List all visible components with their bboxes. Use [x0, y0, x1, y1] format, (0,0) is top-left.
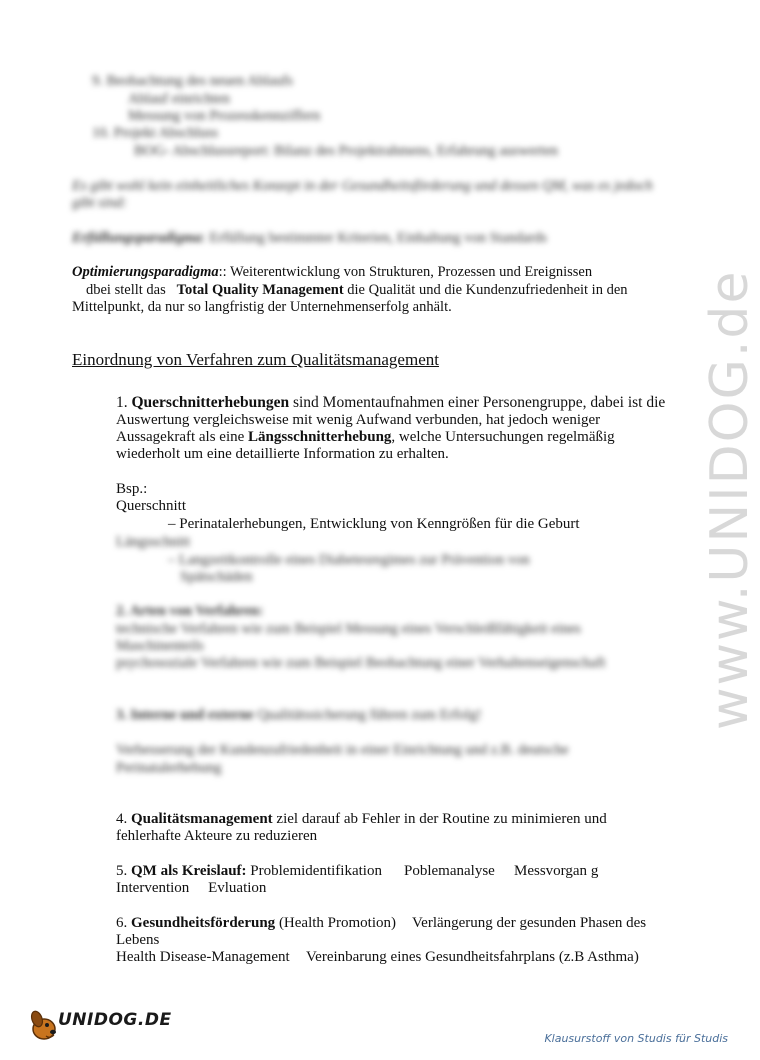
term: 3. Interne und externe — [116, 707, 254, 723]
section-heading: Einordnung von Verfahren zum Qualitätsmanagement — [72, 350, 439, 369]
list-subitem: Ablauf einrichten — [128, 91, 230, 107]
term: Optimierungsparadigma — [72, 264, 219, 280]
text: g — [590, 863, 599, 879]
optimierung-line-1 — [72, 263, 592, 281]
text: P — [404, 863, 413, 879]
logo-text: UNIDOG.DE — [58, 1010, 172, 1030]
erfuellung-paragraph — [72, 229, 547, 247]
text: oblemanalyse — [412, 863, 495, 879]
section1-line-3 — [116, 428, 615, 446]
term: Querschnitterhebungen — [131, 394, 290, 411]
section2-line: technische Verfahren wie zum Beispiel Messung eines Verschleißfähigkeit eines — [116, 621, 581, 637]
example-label: Bsp.: — [116, 481, 148, 497]
section6-line-1b: Verlängerung der gesunden Phasen des — [412, 915, 647, 931]
list-item-10: 10. Projekt Abschluss — [92, 125, 219, 141]
section5-step — [404, 862, 495, 880]
text: die Qualität und die Kundenzufriedenheit in den — [343, 282, 628, 298]
section3-line: Verbesserung der Kundenzufriedenheit in einer Einrichtung und z.B. deutsche — [116, 742, 569, 758]
optimierung-line-3: Mittelpunkt, da nur so langfristig der Unternehmenserfolg anhält. — [72, 299, 452, 315]
text: Ev — [208, 880, 225, 896]
section5-line-2 — [116, 879, 266, 897]
watermark: www.UNIDOG.de — [700, 269, 760, 730]
footer-tagline: Klausurstoff von Studis für Studis — [544, 1032, 728, 1045]
text: Aussagekraft als eine — [116, 429, 249, 445]
section5-line-1 — [116, 862, 382, 880]
example-laengsschnitt: Längsschnitt — [116, 534, 191, 550]
section6-line-2: Lebens — [116, 932, 160, 948]
text: ziel darauf ab Fehler in der Routine zu minimieren und — [272, 811, 607, 827]
text: Intervention — [116, 880, 190, 896]
term: QM als Kreislauf: — [131, 863, 247, 879]
section2-line: Maschinenteils — [116, 638, 204, 654]
text: uation — [228, 880, 267, 896]
text: : Erfüllung bestimmter Kriterien, Einhaltung von Standards — [201, 230, 547, 246]
term: Längsschnitterhebung — [248, 429, 392, 445]
example-querschnitt-detail: – Perinatalerhebungen, Entwicklung von Kenngrößen für die Geburt — [168, 516, 580, 532]
text: essvorgan — [527, 863, 588, 879]
section1-line-2: Auswertung vergleichsweise mit wenig Aufwand verbunden, hat jedoch weniger — [116, 412, 601, 428]
text: d — [86, 282, 94, 298]
section6-line-3a: Health Disease-Management — [116, 949, 290, 965]
term: Gesundheitsförderung — [131, 915, 276, 931]
example-querschnitt: Querschnitt — [116, 498, 186, 514]
section2-title: 2. Arten von Verfahren: — [116, 603, 264, 619]
section4-line-1 — [116, 810, 607, 828]
list-subitem: Messung von Prozesskennziffern — [128, 108, 321, 124]
text: 5. — [116, 863, 131, 879]
text: :: Weiterentwicklung von Strukturen, Prozessen und Ereignissen — [218, 264, 593, 280]
text: M — [514, 863, 528, 879]
text: Qualitätssicherung führen zum Erfolg! — [253, 707, 482, 723]
term: Qualitätsmanagement — [131, 811, 273, 827]
section5-step — [514, 862, 598, 880]
term: Erfüllungsparadigma — [72, 230, 202, 246]
text: sind Momentaufnahmen einer Personengruppe, dabei ist die — [289, 394, 666, 411]
section2-line: psychosoziale Verfahren wie zum Beispiel Beobachtung einer Verhaltenseigenschaft — [116, 655, 606, 671]
text: 4. — [116, 811, 131, 827]
dog-icon — [30, 1010, 56, 1039]
section1-line-4: wiederholt um eine detaillierte Information zu erhalten. — [116, 446, 449, 462]
section1-line-1 — [116, 394, 665, 412]
intro-note: Es gibt wohl kein einheitliches Konzept in der Gesundheitsförderung und dessen QM, was es jedoch — [72, 178, 653, 194]
section3-title — [116, 706, 482, 724]
intro-note: gibt sind: — [72, 195, 128, 211]
text: 1. — [116, 394, 132, 411]
list-subitem: BOG- Abschlussreport: Bilanz des Projektrahmens, Erfahrung auswerten — [134, 143, 559, 159]
text: , welche Untersuchungen regelmäßig — [391, 429, 615, 445]
example-laengs-detail: Spätschäden — [180, 569, 253, 585]
text: Problemidentifikation — [246, 863, 382, 879]
term: Total Quality Management — [176, 282, 344, 298]
optimierung-line-2 — [86, 281, 628, 299]
text: 6. — [116, 915, 131, 931]
section6-line-1 — [116, 914, 396, 932]
list-item-9: 9. Beobachtung des neuen Ablaufs — [92, 73, 293, 89]
example-laengs-detail: – Langzeitkontrolle eines Diabetesregimes zur Prävention von — [168, 552, 530, 568]
text: bei stellt das — [93, 282, 166, 298]
section6-line-3b: Vereinbarung eines Gesundheitsfahrplans (z.B Asthma) — [306, 949, 639, 965]
section3-line: Perinatalerhebung — [116, 760, 222, 776]
text: (Health Promotion) — [275, 915, 397, 931]
section4-line-2: fehlerhafte Akteure zu reduzieren — [116, 828, 318, 844]
text: l — [224, 880, 229, 896]
